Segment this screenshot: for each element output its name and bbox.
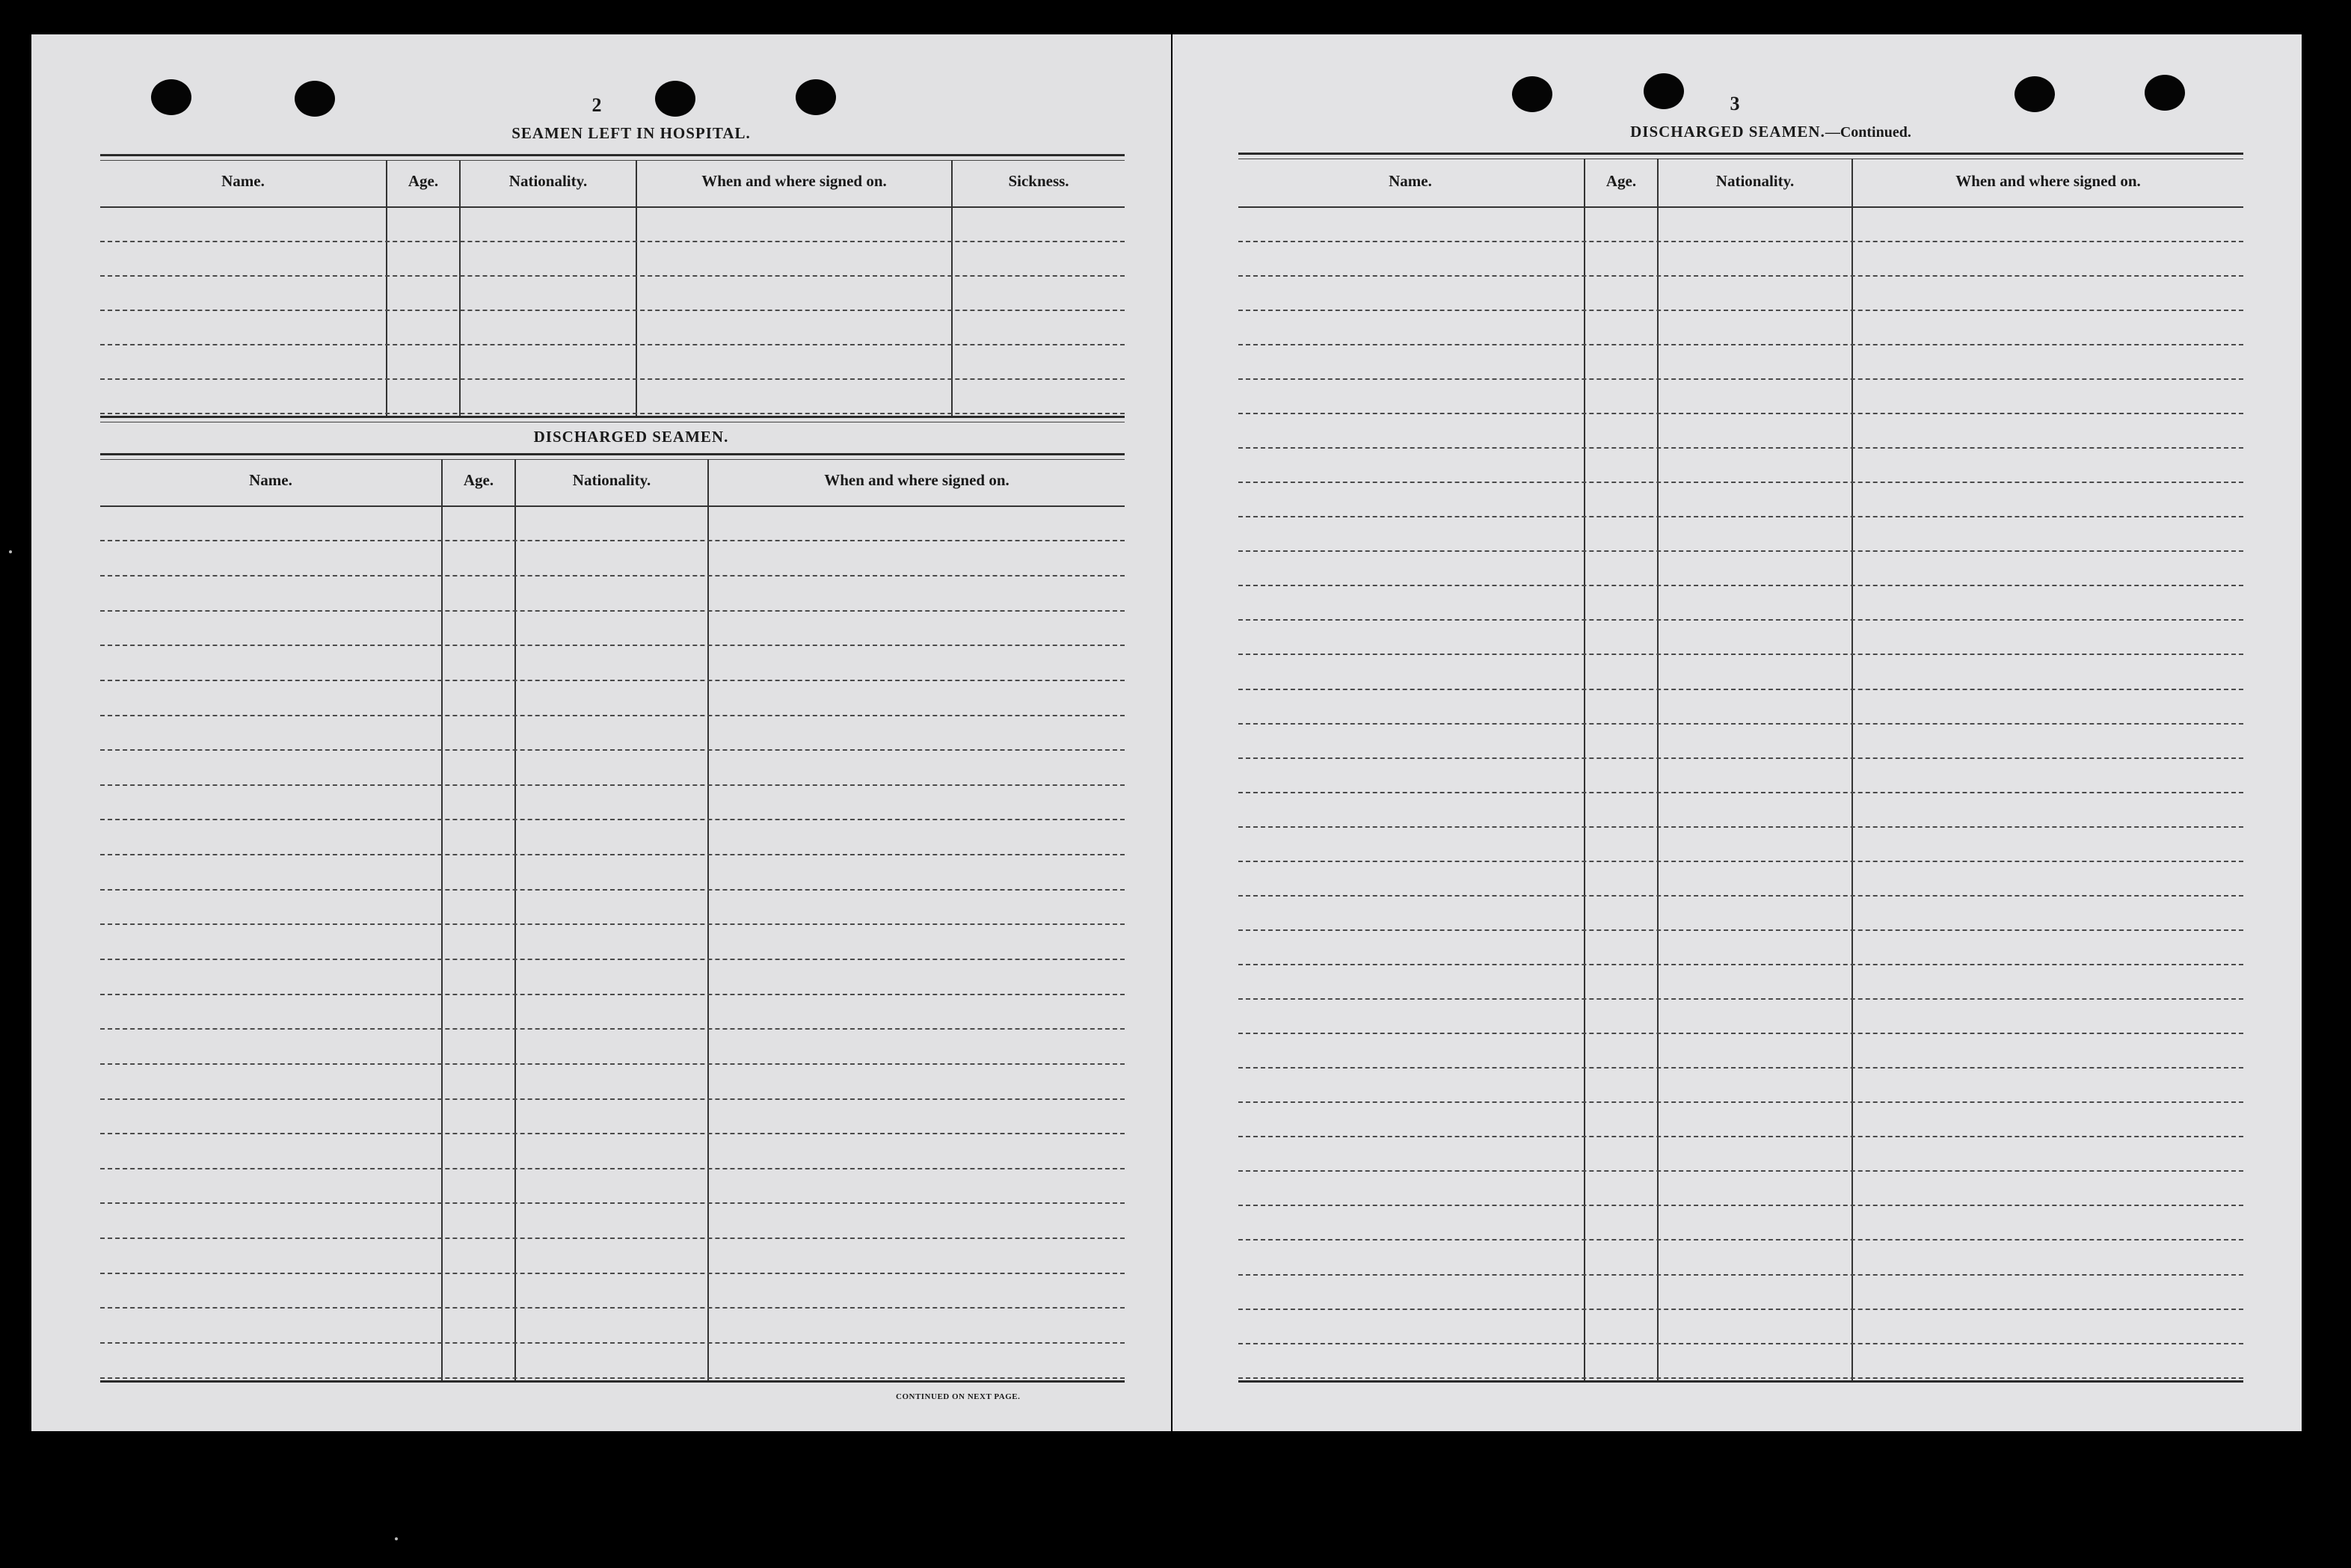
table-row: [1238, 964, 2243, 965]
table-row: [1238, 1205, 2243, 1206]
column-header-signed-on: When and where signed on.: [824, 471, 1009, 489]
column-header-nationality: Nationality.: [1715, 172, 1795, 190]
column-header-name: Name.: [249, 471, 292, 489]
table-row: [100, 749, 1125, 751]
table-row: [100, 1168, 1125, 1169]
table-row: [1238, 689, 2243, 690]
table-top-rule: [100, 160, 1125, 161]
punch-hole-icon: [295, 81, 335, 117]
discharged-continued-title: [1472, 123, 2070, 141]
table-row: [100, 1307, 1125, 1309]
table-row: [1238, 654, 2243, 655]
footer-continued-note: CONTINUED ON NEXT PAGE.: [896, 1392, 1021, 1401]
column-header-nationality: Nationality.: [508, 172, 588, 190]
table-row: [1238, 447, 2243, 449]
table-row: [100, 310, 1125, 311]
column-divider: [636, 160, 637, 416]
table-row: [1238, 1170, 2243, 1172]
column-header-signed-on: When and where signed on.: [1955, 172, 2141, 190]
punch-hole-icon: [151, 79, 191, 115]
table-row: [1238, 310, 2243, 311]
scan-speck: [395, 1537, 398, 1540]
table-row: [100, 575, 1125, 577]
table-row: [1238, 619, 2243, 621]
table-top-rule: [1238, 153, 2243, 155]
header-underline: [1238, 206, 2243, 208]
page-number: 3: [1730, 93, 1740, 114]
table-row: [100, 715, 1125, 716]
table-row: [1238, 1101, 2243, 1103]
table-row: [1238, 998, 2243, 1000]
column-header-name: Name.: [221, 172, 265, 190]
punch-hole-icon: [796, 79, 836, 115]
column-header-age: Age.: [408, 172, 439, 190]
table-top-rule: [100, 453, 1125, 455]
column-divider: [1851, 159, 1853, 1380]
table-row: [1238, 1239, 2243, 1240]
page-number: 2: [591, 94, 602, 116]
discharged-section-title: DISCHARGED SEAMEN.: [533, 428, 729, 446]
table-row: [100, 1028, 1125, 1030]
table-row: [1238, 241, 2243, 242]
column-divider: [1584, 159, 1585, 1380]
punch-hole-icon: [1644, 73, 1684, 109]
table-row: [1238, 929, 2243, 931]
table-row: [1238, 1033, 2243, 1034]
column-divider: [459, 160, 461, 416]
column-header-nationality: Nationality.: [572, 471, 651, 489]
table-row: [100, 680, 1125, 681]
column-divider: [1657, 159, 1659, 1380]
column-header-age: Age.: [1605, 172, 1637, 190]
right-page: [1173, 34, 2302, 1431]
table-row: [100, 1133, 1125, 1134]
column-divider: [951, 160, 953, 416]
column-header-name: Name.: [1389, 172, 1432, 190]
punch-hole-icon: [1512, 76, 1552, 112]
table-row: [100, 819, 1125, 820]
section-title-suffix: —Continued.: [1825, 124, 1911, 141]
table-row: [1238, 895, 2243, 897]
table-row: [100, 1238, 1125, 1239]
table-row: [1238, 1343, 2243, 1344]
column-header-signed-on: When and where signed on.: [701, 172, 887, 190]
table-row: [1238, 723, 2243, 725]
table-row: [1238, 1136, 2243, 1137]
punch-hole-icon: [2015, 76, 2055, 112]
table-row: [100, 1377, 1125, 1379]
table-row: [100, 923, 1125, 925]
table-row: [100, 994, 1125, 995]
table-bottom-rule: [100, 416, 1125, 418]
header-underline: [100, 505, 1125, 507]
table-bottom-rule: [1238, 1380, 2243, 1383]
table-row: [100, 1098, 1125, 1100]
table-row: [1238, 861, 2243, 862]
table-row: [100, 378, 1125, 380]
table-row: [100, 610, 1125, 612]
table-row: [1238, 275, 2243, 277]
table-top-rule: [100, 154, 1125, 156]
table-row: [100, 344, 1125, 345]
column-divider: [707, 459, 709, 1380]
table-row: [1238, 482, 2243, 483]
table-row: [1238, 344, 2243, 345]
table-row: [100, 1063, 1125, 1065]
table-row: [1238, 413, 2243, 414]
table-row: [100, 959, 1125, 960]
table-row: [100, 241, 1125, 242]
table-row: [1238, 757, 2243, 759]
table-row: [100, 645, 1125, 646]
table-row: [100, 1202, 1125, 1204]
punch-hole-icon: [655, 81, 695, 117]
table-row: [1238, 1377, 2243, 1379]
column-divider: [514, 459, 516, 1380]
scan-speck: [9, 550, 12, 553]
table-row: [100, 889, 1125, 891]
punch-hole-icon: [2145, 75, 2185, 111]
table-row: [1238, 1309, 2243, 1310]
table-row: [1238, 585, 2243, 586]
section-title-main: DISCHARGED SEAMEN.: [1630, 123, 1825, 141]
table-row: [1238, 516, 2243, 517]
table-row: [100, 413, 1125, 414]
table-row: [100, 540, 1125, 541]
table-row: [1238, 792, 2243, 793]
table-row: [100, 1342, 1125, 1344]
column-divider: [441, 459, 443, 1380]
table-row: [1238, 826, 2243, 828]
hospital-section-title: SEAMEN LEFT IN HOSPITAL.: [511, 124, 751, 142]
table-row: [1238, 550, 2243, 552]
header-underline: [100, 206, 1125, 208]
column-divider: [386, 160, 387, 416]
table-bottom-rule: [100, 1380, 1125, 1383]
left-page: [31, 34, 1171, 1431]
column-header-age: Age.: [463, 471, 494, 489]
table-row: [1238, 1067, 2243, 1069]
column-header-sickness: Sickness.: [1008, 172, 1069, 190]
table-row: [1238, 378, 2243, 380]
table-row: [100, 854, 1125, 855]
table-top-rule: [100, 459, 1125, 460]
table-row: [100, 1273, 1125, 1274]
table-row: [100, 784, 1125, 786]
table-row: [100, 275, 1125, 277]
table-row: [1238, 1274, 2243, 1276]
